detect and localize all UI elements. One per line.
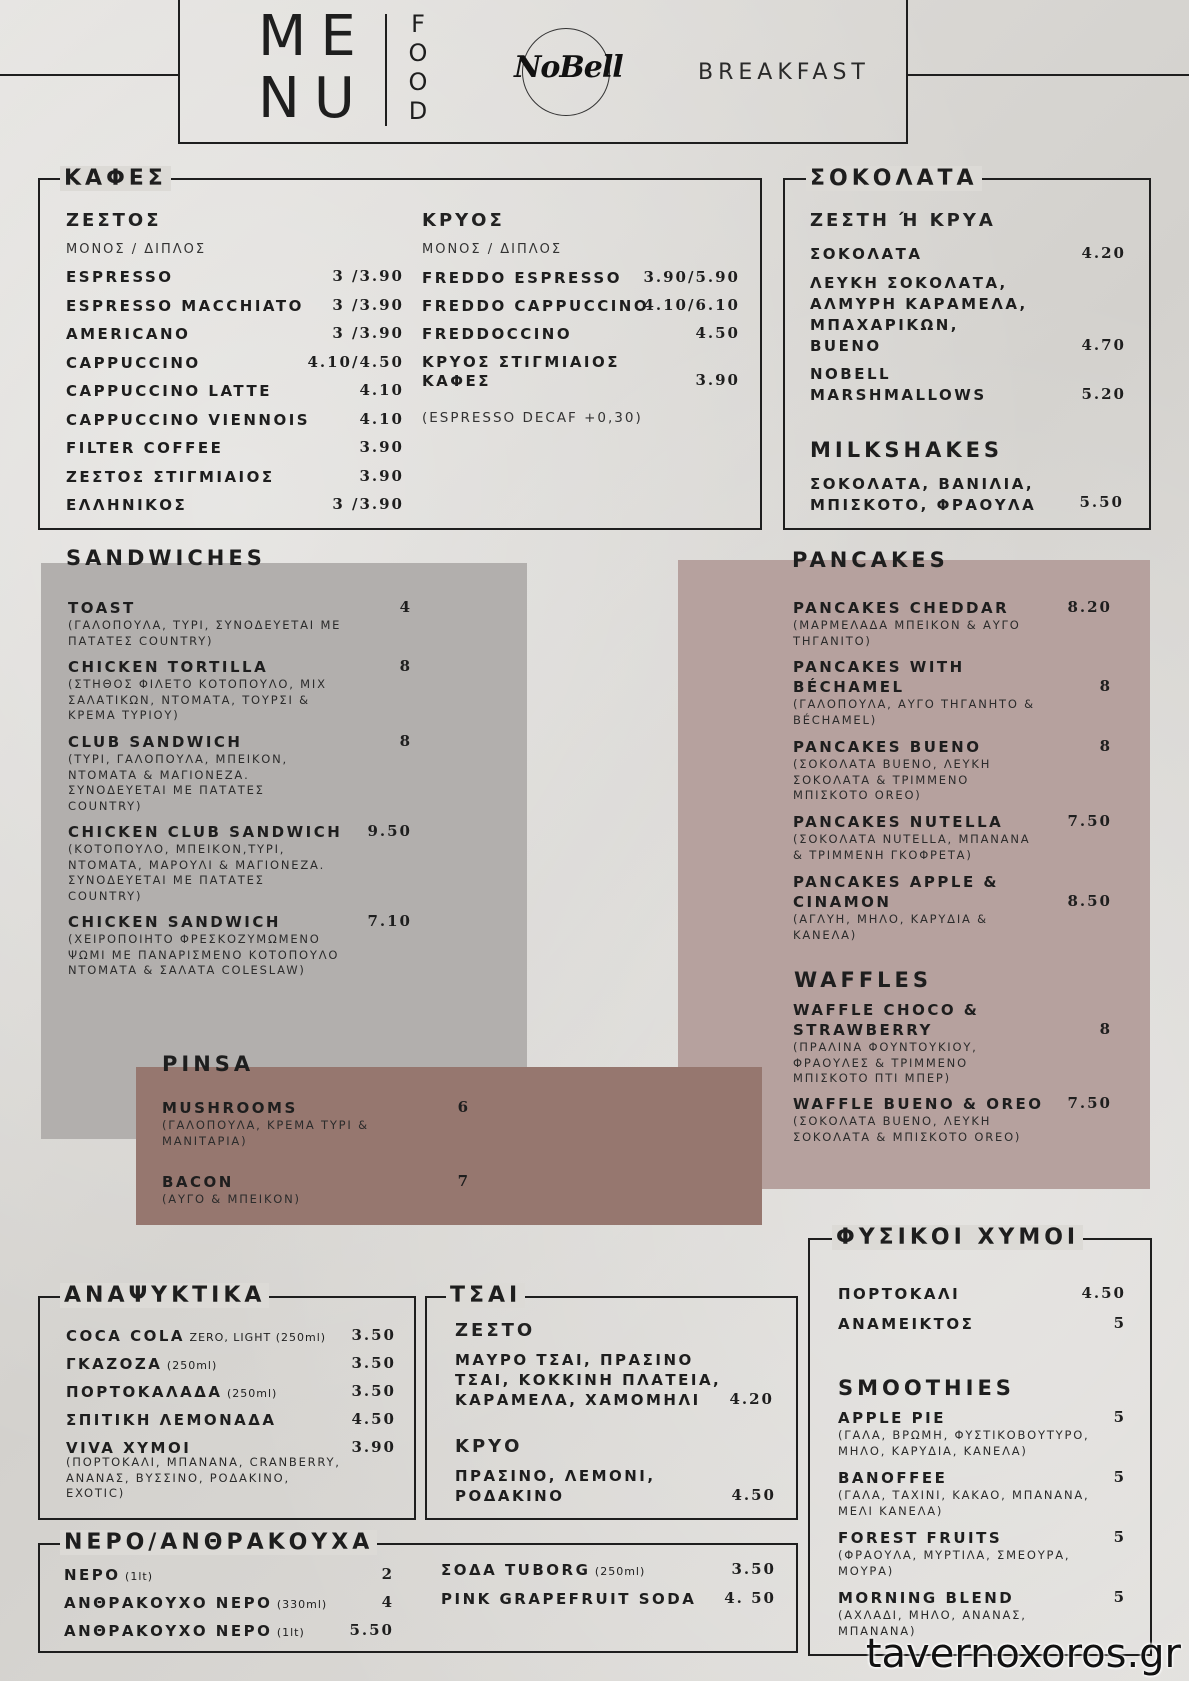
menu-item-name: PINK GRAPEFRUIT SODA [441,1590,697,1608]
kafes-cold-note: ΜΟΝΟΣ / ΔΙΠΛΟΣ [422,242,563,257]
header-divider [385,14,387,126]
menu-item-price: 8.50 [1067,892,1112,910]
menu-item-name: WAFFLE CHOCO & [793,1001,980,1019]
pancakes-title: PANCAKES [792,548,949,572]
tsai-cold-title: ΚΡΥΟ [455,1436,523,1457]
menu-item-name: ESPRESSO MACCHIATO [66,296,304,315]
menu-item-desc: (ΧΕΙΡΟΠΟΙΗΤΟ ΦΡΕΣΚΟΖΥΜΩΜΕΝΟ [68,932,321,946]
menu-item-name: STRAWBERRY [793,1021,933,1039]
menu-item-price: 6 [457,1098,470,1116]
kafes-cold-title: ΚΡΥΟΣ [422,210,505,231]
menu-item-name-line2: ΚΑΦΕΣ [422,372,491,390]
menu-item-desc: ΜΠΙΣΚΟΤΟ ΠΤΙ ΜΠΕΡ) [793,1071,951,1085]
menu-item-desc: ΜΟΥΡΑ) [838,1563,895,1578]
menu-item-desc: & ΤΡΙΜΜΕΝΗ ΓΚΟΦΡΕΤΑ) [793,847,973,862]
kafes-hot-note: ΜΟΝΟΣ / ΔΙΠΛΟΣ [66,242,207,257]
menu-item-price: 2 [381,1565,394,1583]
anapsyktika-title: ΑΝΑΨΥΚΤΙΚΑ [60,1283,269,1308]
menu-item-desc: (ΑΧΛΑΔΙ, ΜΗΛΟ, ΑΝΑΝΑΣ, [838,1608,1027,1622]
menu-item-desc: ΝΤΟΜΑΤΑ & ΣΑΛΑΤΑ COLESLAW) [68,963,306,977]
menu-item-desc: ΝΤΟΜΑΤΑ & ΜΑΓΙΟΝΕΖΑ. [68,767,250,782]
menu-item-price: 4.70 [1081,336,1126,354]
menu-item-size: (250ml) [162,1359,218,1372]
smoothies-title: SMOOTHIES [838,1376,1015,1400]
menu-item-desc: ΜΠΙΣΚΟΤΟ OREO) [793,788,922,802]
menu-item-name: BANOFFEE [838,1469,948,1487]
header-rule-left [0,74,178,76]
menu-item-name: BUENO [810,337,882,355]
menu-item-price: 4.20 [1081,244,1126,262]
menu-item-price: 3.90 [359,466,404,485]
menu-item-price: 3.90 [351,1438,396,1456]
food-vertical-label [407,10,429,126]
menu-item-size: (330ml) [272,1598,328,1611]
menu-item-price: 5 [1113,1314,1126,1332]
menu-item-desc: ΜΕΛΙ ΚΑΝΕΛΑ) [838,1503,944,1518]
menu-item-name: ΑΝΘΡΑΚΟΥΧΟ ΝΕΡΟ (1lt) [64,1622,305,1640]
menu-item-price: 4.50 [351,1410,396,1428]
sandwiches-title: SANDWICHES [66,546,266,570]
nero-title: ΝΕΡΟ/ΑΝΘΡΑΚΟΥΧΑ [60,1530,377,1555]
menu-item-name: ΓΚΑΖΟΖΑ (250ml) [66,1355,218,1373]
menu-item-name: CHICKEN SANDWICH [68,913,281,931]
menu-item-desc: ΣΟΚΟΛΑΤΑ & ΤΡΙΜΜΕΝΟ [793,772,970,787]
menu-item-name: CHICKEN TORTILLA [68,658,269,676]
menu-item-price: 5 [1113,1408,1126,1426]
menu-item-desc: COUNTRY) [68,798,143,813]
menu-item-name: BACON [162,1173,234,1191]
menu-item-desc: ΤΗΓΑΝΙΤΟ) [793,633,872,648]
menu-item-name: CAPPUCCINO LATTE [66,382,272,400]
menu-item-name: ΣΠΙΤΙΚΗ ΛΕΜΟΝΑΔΑ [66,1411,277,1429]
menu-item-price: 8 [1099,1020,1112,1038]
food-letter: F [411,10,425,38]
menu-item-price: 4 [399,598,412,616]
menu-item-size: (250ml) [222,1387,278,1400]
menu-item-name: ΑΛΜΥΡΗ ΚΑΡΑΜΕΛΑ, [810,295,1028,313]
menu-item-price: 4.50 [695,324,740,342]
menu-item-desc: (ΣΟΚΟΛΑΤΑ BUENO, ΛΕΥΚΗ [793,1114,992,1128]
menu-item-price: 4.20 [729,1390,774,1408]
menu-item-name: ΜΠΙΣΚΟΤΟ, ΦΡΑΟΥΛΑ [810,496,1037,514]
menu-item-price: 3.90 [359,438,404,456]
breakfast-label: BREAKFAST [698,60,870,85]
menu-item-price: 7.10 [367,912,412,930]
menu-item-price: 3.50 [351,1326,396,1344]
menu-item-size: (250ml) [590,1565,646,1578]
menu-item-size: (1lt) [120,1570,153,1583]
decaf-note: (ESPRESSO DECAF +0,30) [422,410,643,426]
waffles-title: WAFFLES [794,968,933,992]
menu-item-name: PANCAKES APPLE & [793,873,999,891]
menu-item-desc: (ΦΡΑΟΥΛΑ, ΜΥΡΤΙΛΑ, ΣΜΕΟΥΡΑ, [838,1548,1071,1562]
menu-item-name: VIVA ΧΥΜΟΙ [66,1439,192,1457]
menu-item-name: CAPPUCCINO VIENNOIS [66,410,311,429]
tsai-hot-title: ΖΕΣΤΟ [455,1320,536,1341]
menu-item-name: ΑΝΘΡΑΚΟΥΧΟ ΝΕΡΟ (330ml) [64,1594,328,1612]
menu-item-name: ESPRESSO [66,268,174,286]
menu-item-name: MORNING BLEND [838,1589,1015,1607]
menu-item-price: 8 [399,732,412,750]
menu-item-desc: ΠΑΤΑΤΕΣ COUNTRY) [68,633,214,648]
menu-item-name: PANCAKES NUTELLA [793,813,1004,831]
menu-item-price: 3 /3.90 [332,324,404,342]
menu-item-name: PANCAKES BUENO [793,738,982,756]
menu-item-price: 9.50 [367,822,412,840]
sokolata-sub: ΖΕΣΤΗ Ή ΚΡΥΑ [810,210,996,231]
menu-item-name: CAPPUCCINO [66,353,201,372]
menu-item-size: ZERO, LIGHT (250ml) [185,1331,327,1344]
menu-item-price: 4.10 [359,381,404,399]
menu-item-desc: (ΓΑΛΑ, ΒΡΩΜΗ, ΦΥΣΤΙΚΟΒΟΥΤΥΡΟ, [838,1428,1090,1442]
menu-item-desc: (ΠΟΡΤΟΚΑΛΙ, ΜΠΑΝΑΝΑ, CRANBERRY, [66,1455,341,1469]
menu-title-line1: ME [258,4,370,69]
menu-item-name: ΤΣΑΙ, ΚΟΚΚΙΝΗ ΠΛΑΤΕΙΑ, [455,1371,722,1389]
menu-item-name: ΚΡΥΟΣ ΣΤΙΓΜΙΑΙΟΣ [422,353,621,371]
menu-item-price: 3.90/5.90 [643,268,740,286]
menu-item-desc: ΜΑΝΙΤΑΡΙΑ) [162,1133,248,1148]
menu-item-price: 3 /3.90 [332,295,404,314]
menu-item-price: 8 [1099,677,1112,695]
kafes-title: ΚΑΦΕΣ [60,166,171,191]
menu-item-name: ΖΕΣΤΟΣ ΣΤΙΓΜΙΑΙΟΣ [66,467,275,486]
watermark: tavernoxoros.gr [865,1631,1181,1677]
menu-item-desc: ΚΑΝΕΛΑ) [793,927,858,942]
menu-item-desc: ΣΥΝΟΔΕΥΕΤΑΙ ΜΕ ΠΑΤΑΤΕΣ [68,873,265,887]
menu-item-price: 5.50 [1079,493,1124,511]
menu-item-price: 4.50 [1081,1284,1126,1302]
menu-item-name: ΠΟΡΤΟΚΑΛΑΔΑ (250ml) [66,1383,278,1401]
menu-item-name: FREDDOCCINO [422,325,573,343]
food-letter: O [408,68,428,96]
menu-item-price: 5.20 [1081,385,1126,403]
menu-item-name: CLUB SANDWICH [68,733,243,751]
menu-item-desc: ΨΩΜΙ ΜΕ ΠΑΝΑΡΙΣΜΕΝΟ ΚΟΤΟΠΟΥΛΟ [68,947,340,962]
menu-item-price: 7.50 [1067,1094,1112,1112]
menu-item-name: FREDDO CAPPUCCINO [422,297,650,315]
menu-item-name: ΜΑΥΡΟ ΤΣΑΙ, ΠΡΑΣΙΝΟ [455,1351,694,1369]
menu-item-desc: ΜΗΛΟ, ΚΑΡΥΔΙΑ, ΚΑΝΕΛΑ) [838,1443,1028,1458]
menu-item-name: FILTER COFFEE [66,439,224,457]
menu-item-desc: ΣΥΝΟΔΕΥΕΤΑΙ ΜΕ ΠΑΤΑΤΕΣ [68,783,265,797]
menu-item-name: WAFFLE BUENO & OREO [793,1095,1044,1113]
menu-item-desc: (ΣΟΚΟΛΑΤΑ NUTELLA, ΜΠΑΝΑΝΑ [793,832,1031,846]
menu-item-price: 3 /3.90 [332,267,404,285]
menu-item-name: PANCAKES CHEDDAR [793,599,1010,617]
menu-item-name: NOBELL [810,365,892,383]
pinsa-title: PINSA [162,1052,255,1076]
menu-item-price: 7 [457,1172,470,1190]
menu-item-name: TOAST [68,599,136,617]
menu-item-price: 3.50 [351,1382,396,1400]
logo: NoBell [514,50,623,85]
menu-item-price: 5 [1113,1528,1126,1546]
menu-item-desc: (ΓΑΛΑ, ΤΑΧΙΝΙ, ΚΑΚΑΟ, ΜΠΑΝΑΝΑ, [838,1488,1090,1502]
menu-item-desc: (ΓΑΛΟΠΟΥΛΑ, ΑΥΓΟ ΤΗΓΑΝΗΤΟ & [793,697,1035,711]
menu-item-name: ΣΟΚΟΛΑΤΑ, ΒΑΝΙΛΙΑ, [810,475,1035,493]
menu-item-price: 8.20 [1067,598,1112,616]
menu-item-desc: (ΚΟΤΟΠΟΥΛΟ, ΜΠΕΙΚΟΝ,ΤΥΡΙ, [68,842,286,856]
menu-item-desc: (ΑΥΓΟ & ΜΠΕΙΚΟΝ) [162,1192,301,1206]
menu-item-name: ΠΟΡΤΟΚΑΛΙ [838,1285,961,1303]
menu-item-name: FREDDO ESPRESSO [422,269,622,287]
menu-item-price: 5.50 [349,1621,394,1639]
menu-item-desc: BÉCHAMEL) [793,712,877,727]
menu-item-name: ΕΛΛΗΝΙΚΟΣ [66,496,188,514]
menu-item-name: APPLE PIE [838,1409,946,1427]
menu-item-name: COCA COLA ZERO, LIGHT (250ml) [66,1327,327,1345]
menu-item-name: FOREST FRUITS [838,1529,1003,1547]
food-letter: O [408,39,428,67]
menu-item-desc: EXOTIC) [66,1486,125,1500]
menu-item-desc: ΚΡΕΜΑ ΤΥΡΙΟΥ) [68,708,180,722]
menu-item-price: 4.10/4.50 [307,352,404,371]
menu-item-name: AMERICANO [66,325,191,343]
menu-item-name: ΜΠΑΧΑΡΙΚΩΝ, [810,316,959,334]
menu-item-name: ΛΕΥΚΗ ΣΟΚΟΛΑΤΑ, [810,274,1008,292]
menu-item-name: ΡΟΔΑΚΙΝΟ [455,1487,565,1505]
menu-item-price: 4 [381,1593,394,1611]
menu-item-price: 5 [1113,1588,1126,1606]
menu-item-price: 4.50 [731,1486,776,1504]
menu-item-desc: ΜΠΑΝΑΝΑ) [838,1623,917,1638]
sokolata-title: ΣΟΚΟΛΑΤΑ [806,166,982,191]
menu-item-price: 3.50 [351,1354,396,1372]
menu-item-desc: (ΣΤΗΘΟΣ ΦΙΛΕΤΟ ΚΟΤΟΠΟΥΛΟ, ΜΙΧ [68,677,327,691]
menu-item-price: 8 [1099,737,1112,755]
menu-item-name: CINAMON [793,893,892,911]
milkshakes-title: MILKSHAKES [810,438,1004,462]
menu-item-price: 3.90 [695,371,740,389]
menu-item-desc: (ΠΡΑΛΙΝΑ ΦΟΥΝΤΟΥΚΙΟΥ, [793,1040,978,1054]
menu-item-desc: (ΜΑΡΜΕΛΑΔΑ ΜΠΕΙΚΟΝ & ΑΥΓΟ [793,618,1021,632]
menu-item-name: CHICKEN CLUB SANDWICH [68,823,343,841]
menu-item-name: MUSHROOMS [162,1099,298,1117]
menu-item-name: BÉCHAMEL [793,678,905,696]
menu-item-name: ΚΑΡΑΜΕΛΑ, ΧΑΜΟΜΗΛΙ [455,1391,701,1409]
header-rule-right [908,74,1189,76]
menu-item-name: ΠΡΑΣΙΝΟ, ΛΕΜΟΝΙ, [455,1467,656,1485]
menu-item-price: 4.10 [359,409,404,428]
menu-item-desc: ΑΝΑΝΑΣ, ΒΥΣΣΙΝΟ, ΡΟΔΑΚΙΝΟ, [66,1470,290,1485]
menu-item-name: PANCAKES WITH [793,658,965,676]
menu-item-name: MARSHMALLOWS [810,386,987,404]
menu-item-desc: COUNTRY) [68,888,143,903]
menu-item-price: 4. 50 [724,1589,776,1607]
fysikoi-title: ΦΥΣΙΚΟΙ ΧΥΜΟΙ [832,1225,1083,1250]
menu-item-desc: (ΤΥΡΙ, ΓΑΛΟΠΟΥΛΑ, ΜΠΕΙΚΟΝ, [68,752,289,766]
menu-item-price: 4.10/6.10 [643,296,740,314]
menu-item-name: ΣΟΔΑ TUBORG (250ml) [441,1561,646,1579]
menu-item-name: ΣΟΚΟΛΑΤΑ [810,245,923,263]
food-letter: D [408,97,428,125]
kafes-hot-title: ΖΕΣΤΟΣ [66,210,162,231]
menu-item-size: (1lt) [272,1626,305,1639]
menu-item-desc: (ΓΑΛΟΠΟΥΛΑ, ΚΡΕΜΑ ΤΥΡΙ & [162,1118,369,1132]
menu-item-desc: (ΑΓΛΥΗ, ΜΗΛΟ, ΚΑΡΥΔΙΑ & [793,912,988,926]
menu-item-price: 7.50 [1067,812,1112,830]
menu-item-price: 3 /3.90 [332,495,404,513]
menu-item-price: 8 [399,657,412,675]
menu-title-line2: NU [258,66,369,131]
menu-item-desc: ΦΡΑΟΥΛΕΣ & ΤΡΙΜΜΕΝΟ [793,1055,968,1070]
menu-item-desc: ΝΤΟΜΑΤΑ, ΜΑΡΟΥΛΙ & ΜΑΓΙΟΝΕΖΑ. [68,857,326,872]
tsai-title: ΤΣΑΙ [446,1283,525,1308]
menu-item-desc: (ΓΑΛΟΠΟΥΛΑ, ΤΥΡΙ, ΣΥΝΟΔΕΥΕΤΑΙ ΜΕ [68,618,342,632]
menu-item-desc: ΣΑΛΑΤΙΚΩΝ, ΝΤΟΜΑΤΑ, ΤΟΥΡΣΙ & [68,692,310,707]
menu-item-price: 5 [1113,1468,1126,1486]
menu-item-name: ΝΕΡΟ (1lt) [64,1566,153,1584]
menu-item-name: ΑΝΑΜΕΙΚΤΟΣ [838,1315,975,1333]
menu-item-desc: (ΣΟΚΟΛΑΤΑ BUENO, ΛΕΥΚΗ [793,757,992,771]
menu-item-desc: ΣΟΚΟΛΑΤΑ & ΜΠΙΣΚΟΤΟ OREO) [793,1129,1022,1144]
menu-item-price: 3.50 [731,1560,776,1578]
